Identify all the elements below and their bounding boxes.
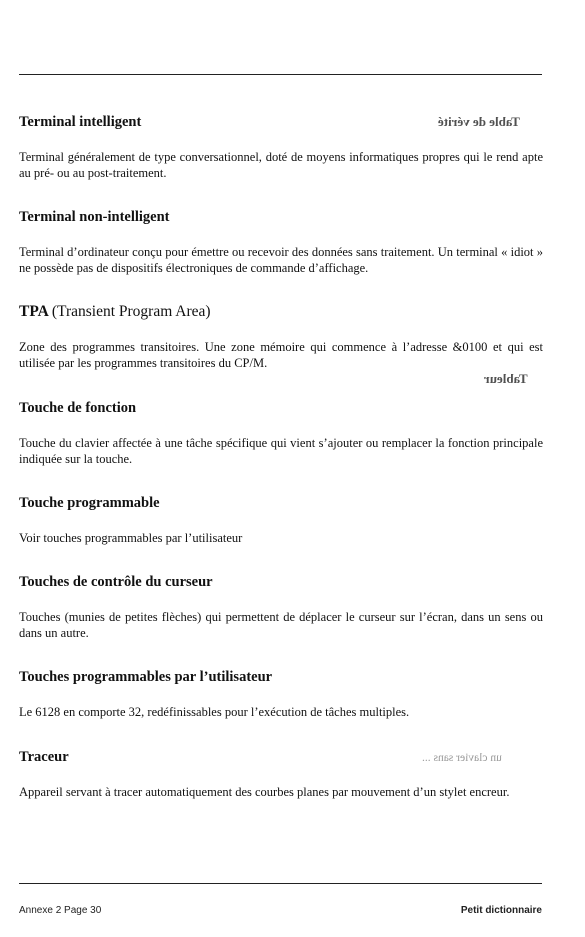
dictionary-entry xyxy=(19,113,543,181)
entry-term-expansion: (Transient Program Area) xyxy=(51,303,211,320)
dictionary-entry xyxy=(19,208,543,276)
entry-term: Touches de contrôle du curseur xyxy=(19,574,213,590)
dictionary-entry xyxy=(19,573,543,641)
entry-definition: Touches (munies de petites flèches) qui permettent de déplacer le curseur sur l’écran, dans un sens ou dans un autre. xyxy=(19,610,543,640)
entry-term: Touche de fonction xyxy=(19,400,137,416)
entry-definition: Touche du clavier affectée à une tâche spécifique qui vient s’ajouter ou remplacer la fonction principale indiquée sur la touche. xyxy=(19,436,543,466)
entry-term: Touches programmables par l’utilisateur xyxy=(19,669,273,685)
dictionary-entry xyxy=(19,303,543,371)
entry-term: Terminal non-intelligent xyxy=(19,209,170,225)
entry-definition: Appareil servant à tracer automatiquement des courbes planes par mouvement d’un stylet encreur. xyxy=(19,785,510,799)
bleed-through-text-2: Tableur xyxy=(484,371,528,386)
entry-definition: Terminal d’ordinateur conçu pour émettre ou recevoir des données sans traitement. Un terminal « idiot » ne possède pas de dispositifs électroniques de commande d’affichage. xyxy=(19,245,543,275)
dictionary-entry xyxy=(19,494,543,546)
bleed-through-text-3: un clavier sans ... xyxy=(422,752,502,764)
entry-term: Touche programmable xyxy=(19,495,160,511)
top-rule xyxy=(19,74,542,75)
entry-term: Traceur xyxy=(19,749,69,765)
bottom-rule xyxy=(19,883,542,884)
entry-definition: Zone des programmes transitoires. Une zone mémoire qui commence à l’adresse &0100 et qui est utilisée par les programmes transitoires du CP/M. xyxy=(19,340,543,370)
entry-term-acronym: TPA xyxy=(19,303,48,320)
dictionary-entry xyxy=(19,668,543,720)
entry-term xyxy=(19,303,543,321)
entry-definition: Terminal généralement de type conversationnel, doté de moyens informatiques propres qui le rend apte au pré- ou au post-traitement. xyxy=(19,150,543,180)
dictionary-entry xyxy=(19,399,543,467)
book-title-footer: Petit dictionnaire xyxy=(460,905,542,916)
page-footer-label: Annexe 2 Page 30 xyxy=(19,905,102,916)
dictionary-entry xyxy=(19,748,543,800)
entry-definition: Le 6128 en comporte 32, redéfinissables pour l’exécution de tâches multiples. xyxy=(19,705,410,719)
bleed-through-text-1: Table de vérité xyxy=(438,114,520,129)
entry-term: Terminal intelligent xyxy=(19,114,142,130)
entry-definition: Voir touches programmables par l’utilisateur xyxy=(19,531,243,545)
